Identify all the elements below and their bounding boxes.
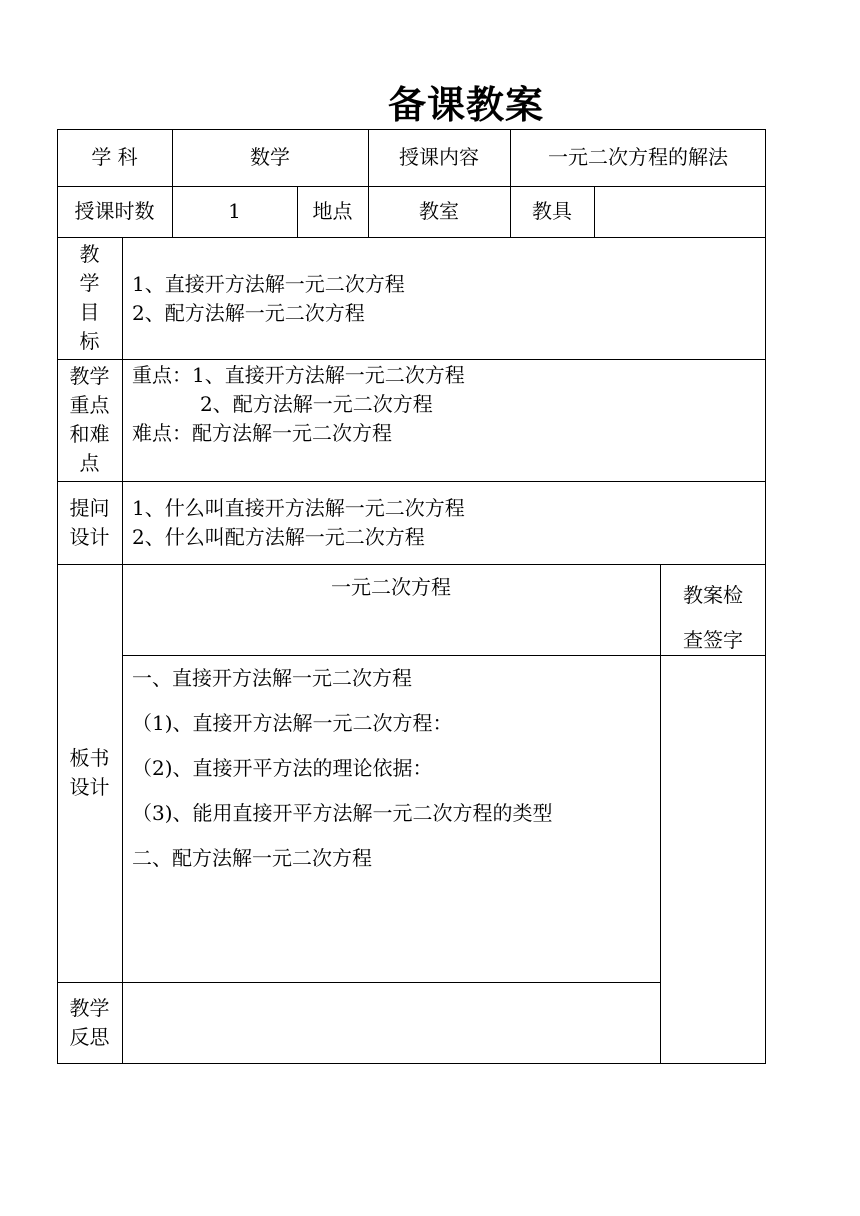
keypoints-line: 难点：配方法解一元二次方程 [132, 421, 392, 445]
goals-label: 教 学 目 标 [79, 242, 100, 353]
subject-value: 数学 [250, 145, 290, 169]
tools-label: 教具 [532, 199, 572, 223]
label-col-divider [122, 237, 123, 1064]
board-line: 二、配方法解一元二次方程 [132, 846, 372, 870]
row-divider [57, 359, 766, 360]
hours-label: 授课时数 [74, 199, 155, 223]
place-value: 教室 [419, 199, 459, 223]
board-heading: 一元二次方程 [331, 575, 451, 599]
col-divider [594, 186, 595, 237]
board-line: （1)、直接开方法解一元二次方程： [132, 711, 453, 735]
reflection-label: 教学 反思 [69, 996, 110, 1049]
goals-line: 1、直接开方法解一元二次方程 [132, 272, 405, 296]
page-title: 备课教案 [388, 83, 545, 127]
questions-line: 2、什么叫配方法解一元二次方程 [132, 525, 425, 549]
reflection-divider [57, 982, 660, 983]
board-label: 板书 设计 [69, 746, 110, 799]
row-divider [57, 237, 766, 238]
subject-label: 学 科 [91, 145, 138, 169]
row-divider [57, 481, 766, 482]
hours-value: 1 [228, 199, 241, 223]
check-signature-label: 教案检 查签字 [683, 583, 743, 652]
questions-line: 1、什么叫直接开方法解一元二次方程 [132, 496, 465, 520]
board-line: （2)、直接开平方法的理论依据： [132, 756, 433, 780]
content-value: 一元二次方程的解法 [548, 145, 728, 169]
questions-label: 提问 设计 [69, 496, 110, 549]
keypoints-label: 教学 重点 和难 点 [69, 364, 110, 475]
keypoints-line: 2、配方法解一元二次方程 [200, 392, 433, 416]
row-divider [57, 186, 766, 187]
content-label: 授课内容 [399, 145, 479, 169]
goals-line: 2、配方法解一元二次方程 [132, 301, 365, 325]
place-label: 地点 [312, 199, 353, 223]
board-line: 一、直接开方法解一元二次方程 [132, 666, 412, 690]
board-line: （3)、能用直接开平方法解一元二次方程的类型 [132, 801, 553, 825]
keypoints-line: 重点：1、直接开方法解一元二次方程 [132, 363, 465, 387]
